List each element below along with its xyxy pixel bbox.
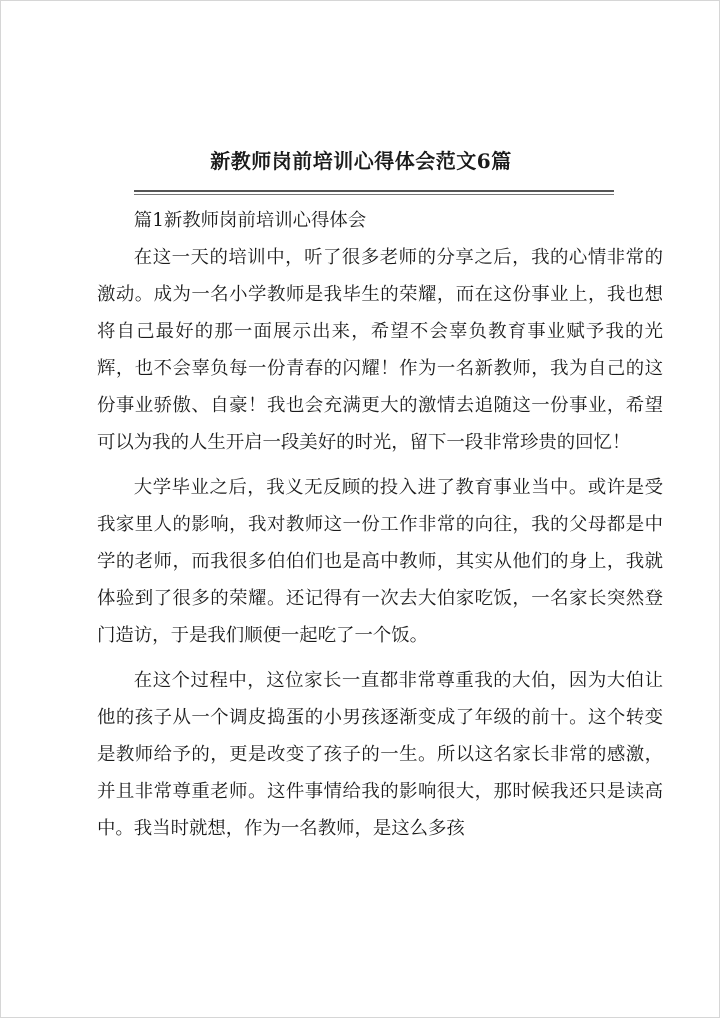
title-underline-thick xyxy=(134,190,614,192)
section-heading: 篇1新教师岗前培训心得体会 xyxy=(133,210,367,231)
document-body xyxy=(97,202,663,847)
paragraph-1: 在这一天的培训中，听了很多老师的分享之后，我的心情非常的激动。成为一名小学教师是我毕生的荣耀，而在这份事业上，我也想将自己最好的那一面展示出来，希望不会辜负教育事业赋予我的光辉，也不会辜负每一份青春的闪耀！作为一名新教师，我为自己的这份事业骄傲、自豪！我也会充满更大的激情去追随这一份事业，希望可以为我的人生开启一段美好的时光，留下一段非常珍贵的回忆！ xyxy=(97,247,663,453)
document-title: 新教师岗前培训心得体会范文6篇 xyxy=(210,149,512,173)
title-underline-thin xyxy=(134,194,614,195)
paragraph-3: 在这个过程中，这位家长一直都非常尊重我的大伯，因为大伯让他的孩子从一个调皮捣蛋的小男孩逐渐变成了年级的前十。这个转变是教师给予的，更是改变了孩子的一生。所以这名家长非常的感激，并且非常尊重老师。这件事情给我的影响很大，那时候我还只是读高中。我当时就想，作为一名教师，是这么多孩 xyxy=(97,670,663,839)
paragraph-2: 大学毕业之后，我义无反顾的投入进了教育事业当中。或许是受我家里人的影响，我对教师这一份工作非常的向往，我的父母都是中学的老师，而我很多伯伯们也是高中教师，其实从他们的身上，我就体验到了很多的荣耀。还记得有一次去大伯家吃饭，一名家长突然登门造访，于是我们顺便一起吃了一个饭。 xyxy=(97,477,663,646)
